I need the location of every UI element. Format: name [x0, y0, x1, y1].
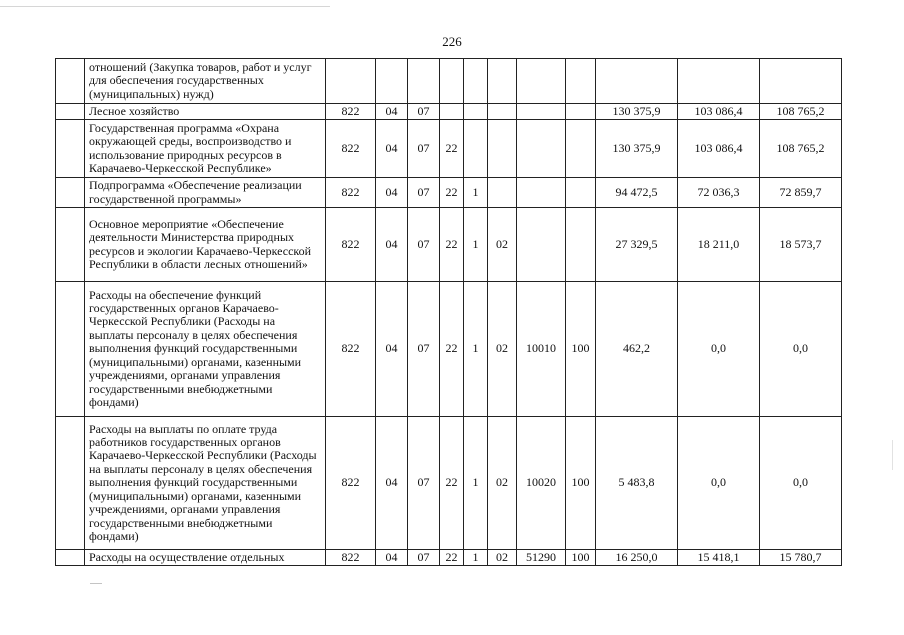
- main-activity-code: 02: [488, 417, 517, 550]
- program-code: [440, 104, 464, 120]
- scan-artifact-line: [0, 6, 330, 7]
- section-code: 04: [376, 120, 408, 178]
- row-margin-cell: [56, 282, 85, 417]
- row-margin-cell: [56, 104, 85, 120]
- subsection-code: 07: [408, 282, 440, 417]
- amount-year-1: 5 483,8: [596, 417, 678, 550]
- amount-year-1: 462,2: [596, 282, 678, 417]
- main-activity-code: [488, 120, 517, 178]
- amount-year-3: 72 859,7: [760, 178, 842, 208]
- expense-type-code: [566, 59, 596, 104]
- ministry-code: 822: [326, 178, 376, 208]
- subsection-code: [408, 59, 440, 104]
- subsection-code: 07: [408, 417, 440, 550]
- subprogram-code: 1: [464, 417, 488, 550]
- subsection-code: 07: [408, 208, 440, 282]
- expense-name: Лесное хозяйство: [85, 104, 326, 120]
- direction-code: [517, 59, 566, 104]
- table-row: [56, 208, 842, 282]
- program-code: 22: [440, 550, 464, 566]
- amount-year-3: [760, 59, 842, 104]
- amount-year-2: 103 086,4: [678, 120, 760, 178]
- table-row: [56, 282, 842, 417]
- amount-year-2: 72 036,3: [678, 178, 760, 208]
- scan-artifact-line: [90, 583, 102, 584]
- program-code: 22: [440, 417, 464, 550]
- amount-year-1: 16 250,0: [596, 550, 678, 566]
- ministry-code: 822: [326, 104, 376, 120]
- direction-code: [517, 178, 566, 208]
- section-code: [376, 59, 408, 104]
- direction-code: [517, 208, 566, 282]
- amount-year-1: 130 375,9: [596, 104, 678, 120]
- table-row: [56, 178, 842, 208]
- expense-type-code: [566, 178, 596, 208]
- row-margin-cell: [56, 417, 85, 550]
- expense-name: отношений (Закупка товаров, работ и услуг для обеспечения государственных (муниципальных) нужд): [85, 59, 326, 104]
- expense-name: Расходы на осуществление отдельных: [85, 550, 326, 566]
- amount-year-2: [678, 59, 760, 104]
- direction-code: [517, 104, 566, 120]
- expense-type-code: 100: [566, 282, 596, 417]
- amount-year-3: 15 780,7: [760, 550, 842, 566]
- subprogram-code: [464, 120, 488, 178]
- table-row: [56, 550, 842, 566]
- budget-table: [55, 58, 842, 566]
- row-margin-cell: [56, 208, 85, 282]
- subsection-code: 07: [408, 550, 440, 566]
- direction-code: [517, 120, 566, 178]
- scan-artifact-line: [892, 440, 893, 470]
- amount-year-3: 108 765,2: [760, 120, 842, 178]
- amount-year-1: 94 472,5: [596, 178, 678, 208]
- expense-name: Основное мероприятие «Обеспечение деятельности Министерства природных ресурсов и экологии Карачаево-Черкесской Республики в области лесных отношений»: [85, 208, 326, 282]
- amount-year-3: 18 573,7: [760, 208, 842, 282]
- table-row: [56, 417, 842, 550]
- direction-code: 51290: [517, 550, 566, 566]
- amount-year-3: 108 765,2: [760, 104, 842, 120]
- direction-code: 10010: [517, 282, 566, 417]
- program-code: 22: [440, 120, 464, 178]
- main-activity-code: 02: [488, 550, 517, 566]
- expense-type-code: 100: [566, 550, 596, 566]
- expense-type-code: [566, 120, 596, 178]
- row-margin-cell: [56, 178, 85, 208]
- section-code: 04: [376, 208, 408, 282]
- page-number: 226: [442, 34, 462, 49]
- subprogram-code: [464, 104, 488, 120]
- amount-year-3: 0,0: [760, 417, 842, 550]
- amount-year-2: 0,0: [678, 282, 760, 417]
- amount-year-2: 15 418,1: [678, 550, 760, 566]
- ministry-code: [326, 59, 376, 104]
- table-row: [56, 120, 842, 178]
- program-code: [440, 59, 464, 104]
- section-code: 04: [376, 178, 408, 208]
- main-activity-code: [488, 104, 517, 120]
- ministry-code: 822: [326, 120, 376, 178]
- section-code: 04: [376, 550, 408, 566]
- direction-code: 10020: [517, 417, 566, 550]
- section-code: 04: [376, 104, 408, 120]
- amount-year-3: 0,0: [760, 282, 842, 417]
- amount-year-2: 103 086,4: [678, 104, 760, 120]
- table-row: [56, 104, 842, 120]
- row-margin-cell: [56, 550, 85, 566]
- expense-name: Расходы на выплаты по оплате труда работников государственных органов Карачаево-Черкесской Республики (Расходы на выплаты персоналу в целях обеспечения выполнения функций государственными (муниципальными) органами, казенными учреждениями, органами управления государственными внебюджетными фондами): [85, 417, 326, 550]
- program-code: 22: [440, 208, 464, 282]
- amount-year-2: 0,0: [678, 417, 760, 550]
- subsection-code: 07: [408, 178, 440, 208]
- main-activity-code: [488, 178, 517, 208]
- ministry-code: 822: [326, 208, 376, 282]
- ministry-code: 822: [326, 282, 376, 417]
- subprogram-code: 1: [464, 282, 488, 417]
- ministry-code: 822: [326, 417, 376, 550]
- expense-type-code: 100: [566, 417, 596, 550]
- amount-year-1: 27 329,5: [596, 208, 678, 282]
- section-code: 04: [376, 417, 408, 550]
- subprogram-code: 1: [464, 550, 488, 566]
- main-activity-code: [488, 59, 517, 104]
- row-margin-cell: [56, 59, 85, 104]
- expense-type-code: [566, 104, 596, 120]
- row-margin-cell: [56, 120, 85, 178]
- amount-year-1: [596, 59, 678, 104]
- expense-type-code: [566, 208, 596, 282]
- amount-year-1: 130 375,9: [596, 120, 678, 178]
- amount-year-2: 18 211,0: [678, 208, 760, 282]
- main-activity-code: 02: [488, 208, 517, 282]
- program-code: 22: [440, 178, 464, 208]
- expense-name: Подпрограмма «Обеспечение реализации государственной программы»: [85, 178, 326, 208]
- program-code: 22: [440, 282, 464, 417]
- subsection-code: 07: [408, 104, 440, 120]
- subprogram-code: 1: [464, 178, 488, 208]
- section-code: 04: [376, 282, 408, 417]
- expense-name: Расходы на обеспечение функций государственных органов Карачаево-Черкесской Республики (Расходы на выплаты персоналу в целях обеспечения выполнения функций государственными (муниципальными) органами, казенными учреждениями, органами управления государственными внебюджетными фондами): [85, 282, 326, 417]
- subsection-code: 07: [408, 120, 440, 178]
- table-row: [56, 59, 842, 104]
- subprogram-code: [464, 59, 488, 104]
- ministry-code: 822: [326, 550, 376, 566]
- main-activity-code: 02: [488, 282, 517, 417]
- subprogram-code: 1: [464, 208, 488, 282]
- expense-name: Государственная программа «Охрана окружающей среды, воспроизводство и использование природных ресурсов в Карачаево-Черкесской Республике»: [85, 120, 326, 178]
